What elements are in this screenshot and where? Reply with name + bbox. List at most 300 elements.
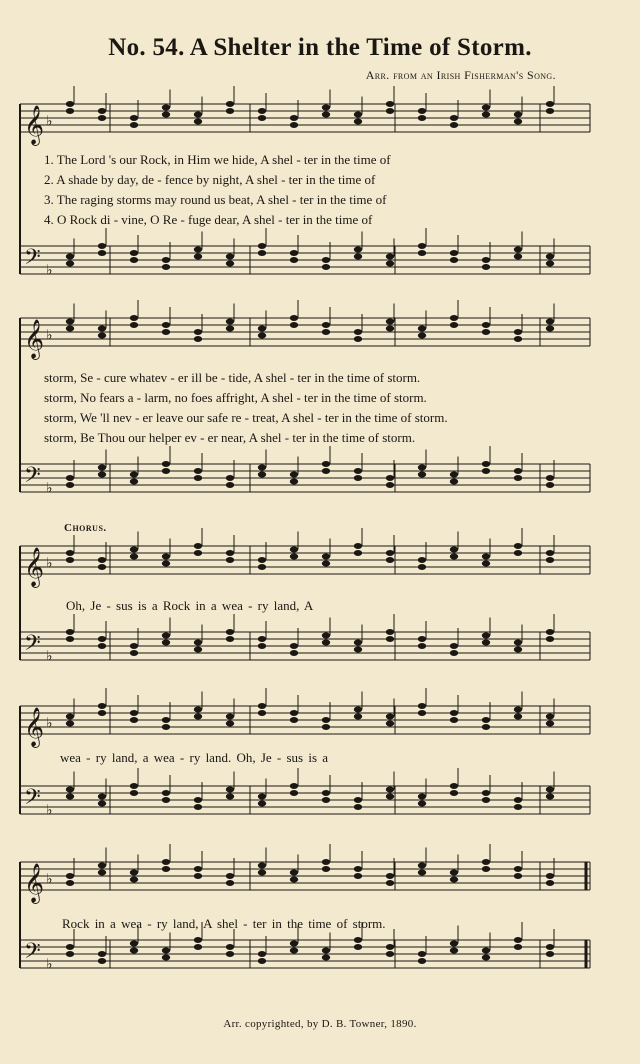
note-head bbox=[386, 714, 394, 720]
note-head bbox=[258, 801, 266, 807]
verse-line-4: 4. O Rock di - vine, O Re - fuge dear, A shel - ter in the time of bbox=[44, 212, 373, 227]
note-head bbox=[546, 482, 554, 488]
verse-line-5: storm, Se - cure whatev - er ill be - tide, A shel - ter in the time of storm. bbox=[44, 370, 421, 385]
note-head bbox=[162, 554, 170, 560]
note-head bbox=[418, 472, 426, 478]
note-head bbox=[130, 650, 138, 656]
note-head bbox=[482, 468, 490, 474]
note-head bbox=[322, 561, 330, 567]
note-head bbox=[194, 543, 202, 549]
note-head bbox=[386, 629, 394, 635]
note-head bbox=[322, 105, 330, 111]
note-head bbox=[98, 703, 106, 709]
chorus-label: Chorus. bbox=[64, 522, 107, 534]
note-head bbox=[482, 866, 490, 872]
note-head bbox=[194, 329, 202, 335]
note-head bbox=[258, 250, 266, 256]
note-head bbox=[226, 101, 234, 107]
note-head bbox=[450, 315, 458, 321]
note-head bbox=[546, 873, 554, 879]
note-head bbox=[130, 472, 138, 478]
note-head bbox=[194, 119, 202, 125]
note-head bbox=[482, 329, 490, 335]
note-head bbox=[290, 257, 298, 263]
note-head bbox=[194, 112, 202, 118]
note-head bbox=[418, 794, 426, 800]
note-head bbox=[130, 250, 138, 256]
note-head bbox=[450, 257, 458, 263]
note-head bbox=[354, 254, 362, 260]
note-head bbox=[162, 257, 170, 263]
note-head bbox=[482, 257, 490, 263]
note-head bbox=[290, 122, 298, 128]
note-head bbox=[546, 319, 554, 325]
note-head bbox=[98, 108, 106, 114]
note-head bbox=[322, 112, 330, 118]
note-head bbox=[450, 790, 458, 796]
note-head bbox=[322, 322, 330, 328]
note-head bbox=[386, 721, 394, 727]
note-head bbox=[450, 783, 458, 789]
note-head bbox=[258, 564, 266, 570]
flat-icon: ♭ bbox=[46, 328, 53, 344]
note-head bbox=[418, 250, 426, 256]
note-head bbox=[290, 547, 298, 553]
note-head bbox=[130, 315, 138, 321]
note-head bbox=[354, 468, 362, 474]
note-head bbox=[418, 557, 426, 563]
note-head bbox=[450, 250, 458, 256]
note-head bbox=[546, 550, 554, 556]
note-head bbox=[386, 108, 394, 114]
note-head bbox=[66, 108, 74, 114]
note-head bbox=[354, 804, 362, 810]
note-head bbox=[258, 557, 266, 563]
note-head bbox=[290, 472, 298, 478]
note-head bbox=[162, 322, 170, 328]
note-head bbox=[514, 329, 522, 335]
note-head bbox=[482, 790, 490, 796]
note-head bbox=[514, 937, 522, 943]
note-head bbox=[226, 714, 234, 720]
flat-icon: ♭ bbox=[46, 716, 53, 732]
note-head bbox=[514, 550, 522, 556]
note-head bbox=[66, 261, 74, 267]
note-head bbox=[546, 101, 554, 107]
note-head bbox=[130, 717, 138, 723]
flat-icon: ♭ bbox=[46, 263, 53, 279]
note-head bbox=[418, 863, 426, 869]
note-head bbox=[546, 261, 554, 267]
note-head bbox=[130, 790, 138, 796]
note-head bbox=[194, 336, 202, 342]
note-head bbox=[98, 710, 106, 716]
note-head bbox=[354, 543, 362, 549]
note-head bbox=[194, 707, 202, 713]
note-head bbox=[162, 112, 170, 118]
note-head bbox=[290, 941, 298, 947]
note-head bbox=[130, 643, 138, 649]
note-head bbox=[66, 475, 74, 481]
note-head bbox=[482, 640, 490, 646]
note-head bbox=[226, 482, 234, 488]
note-head bbox=[226, 557, 234, 563]
note-head bbox=[482, 948, 490, 954]
note-head bbox=[322, 866, 330, 872]
treble-clef-icon: 𝄞 bbox=[24, 105, 45, 145]
verse-line-2: 2. A shade by day, de - fence by night, A shel - ter in the time of bbox=[44, 172, 376, 187]
note-head bbox=[322, 257, 330, 263]
note-head bbox=[354, 550, 362, 556]
note-head bbox=[98, 564, 106, 570]
note-head bbox=[98, 250, 106, 256]
note-head bbox=[194, 550, 202, 556]
note-head bbox=[514, 804, 522, 810]
chorus-lyric-1: Oh, Je - sus is a Rock in a wea - ry land, A bbox=[66, 598, 314, 613]
note-head bbox=[418, 870, 426, 876]
note-head bbox=[130, 122, 138, 128]
note-head bbox=[66, 880, 74, 886]
note-head bbox=[418, 801, 426, 807]
bass-clef-icon: 𝄢 bbox=[24, 631, 41, 661]
arrangement-credit: Arr. from an Irish Fisherman's Song. bbox=[365, 68, 556, 82]
note-head bbox=[194, 640, 202, 646]
note-head bbox=[258, 243, 266, 249]
note-head bbox=[258, 333, 266, 339]
note-head bbox=[482, 461, 490, 467]
note-head bbox=[354, 944, 362, 950]
note-head bbox=[226, 880, 234, 886]
note-head bbox=[290, 643, 298, 649]
staff bbox=[20, 246, 590, 274]
treble-clef-icon: 𝄞 bbox=[24, 547, 45, 587]
note-head bbox=[322, 554, 330, 560]
note-head bbox=[226, 636, 234, 642]
note-head bbox=[66, 636, 74, 642]
note-head bbox=[514, 640, 522, 646]
note-head bbox=[98, 643, 106, 649]
note-head bbox=[482, 955, 490, 961]
note-head bbox=[290, 479, 298, 485]
bass-clef-icon: 𝄢 bbox=[24, 785, 41, 815]
note-head bbox=[514, 707, 522, 713]
note-head bbox=[130, 941, 138, 947]
note-head bbox=[546, 636, 554, 642]
note-head bbox=[290, 315, 298, 321]
note-head bbox=[418, 564, 426, 570]
note-head bbox=[322, 724, 330, 730]
note-head bbox=[482, 859, 490, 865]
note-head bbox=[290, 710, 298, 716]
note-head bbox=[258, 870, 266, 876]
note-head bbox=[546, 787, 554, 793]
note-head bbox=[290, 870, 298, 876]
note-head bbox=[162, 866, 170, 872]
note-head bbox=[258, 710, 266, 716]
note-head bbox=[290, 717, 298, 723]
note-head bbox=[194, 866, 202, 872]
note-head bbox=[546, 629, 554, 635]
note-head bbox=[514, 468, 522, 474]
note-head bbox=[418, 951, 426, 957]
note-head bbox=[194, 254, 202, 260]
note-head bbox=[514, 475, 522, 481]
note-head bbox=[258, 863, 266, 869]
note-head bbox=[130, 257, 138, 263]
note-head bbox=[546, 944, 554, 950]
note-head bbox=[162, 105, 170, 111]
note-head bbox=[546, 108, 554, 114]
note-head bbox=[194, 468, 202, 474]
note-head bbox=[66, 721, 74, 727]
note-head bbox=[130, 547, 138, 553]
note-head bbox=[386, 101, 394, 107]
note-head bbox=[194, 714, 202, 720]
note-head bbox=[258, 465, 266, 471]
note-head bbox=[450, 122, 458, 128]
note-head bbox=[98, 115, 106, 121]
note-head bbox=[226, 787, 234, 793]
note-head bbox=[450, 547, 458, 553]
note-head bbox=[386, 787, 394, 793]
note-head bbox=[130, 870, 138, 876]
note-head bbox=[514, 714, 522, 720]
note-head bbox=[354, 119, 362, 125]
note-head bbox=[354, 866, 362, 872]
note-head bbox=[290, 322, 298, 328]
note-head bbox=[418, 643, 426, 649]
note-head bbox=[418, 326, 426, 332]
note-head bbox=[482, 724, 490, 730]
verse-line-1: 1. The Lord 's our Rock, in Him we hide, A shel - ter in the time of bbox=[44, 152, 391, 167]
note-head bbox=[546, 880, 554, 886]
note-head bbox=[386, 794, 394, 800]
note-head bbox=[162, 797, 170, 803]
note-head bbox=[418, 333, 426, 339]
note-head bbox=[290, 948, 298, 954]
note-head bbox=[98, 636, 106, 642]
flat-icon: ♭ bbox=[46, 872, 53, 888]
note-head bbox=[226, 629, 234, 635]
note-head bbox=[162, 790, 170, 796]
note-head bbox=[162, 724, 170, 730]
note-head bbox=[98, 870, 106, 876]
note-head bbox=[66, 714, 74, 720]
note-head bbox=[130, 115, 138, 121]
note-head bbox=[450, 650, 458, 656]
note-head bbox=[354, 707, 362, 713]
note-head bbox=[514, 647, 522, 653]
note-head bbox=[98, 333, 106, 339]
note-head bbox=[482, 105, 490, 111]
note-head bbox=[66, 951, 74, 957]
note-head bbox=[418, 115, 426, 121]
note-head bbox=[66, 629, 74, 635]
note-head bbox=[386, 482, 394, 488]
note-head bbox=[66, 794, 74, 800]
note-head bbox=[546, 557, 554, 563]
note-head bbox=[514, 336, 522, 342]
note-head bbox=[66, 557, 74, 563]
note-head bbox=[130, 322, 138, 328]
note-head bbox=[450, 322, 458, 328]
note-head bbox=[226, 951, 234, 957]
note-head bbox=[226, 254, 234, 260]
note-head bbox=[322, 640, 330, 646]
note-head bbox=[98, 557, 106, 563]
treble-clef-icon: 𝄞 bbox=[24, 319, 45, 359]
note-head bbox=[546, 475, 554, 481]
note-head bbox=[98, 326, 106, 332]
note-head bbox=[258, 794, 266, 800]
note-head bbox=[514, 112, 522, 118]
note-head bbox=[322, 468, 330, 474]
note-head bbox=[194, 647, 202, 653]
note-head bbox=[194, 944, 202, 950]
bass-clef-icon: 𝄢 bbox=[24, 939, 41, 969]
note-head bbox=[450, 479, 458, 485]
note-head bbox=[194, 804, 202, 810]
note-head bbox=[98, 472, 106, 478]
flat-icon: ♭ bbox=[46, 649, 53, 665]
note-head bbox=[162, 461, 170, 467]
note-head bbox=[482, 264, 490, 270]
note-head bbox=[66, 101, 74, 107]
note-head bbox=[322, 955, 330, 961]
note-head bbox=[162, 955, 170, 961]
note-head bbox=[226, 326, 234, 332]
treble-clef-icon: 𝄞 bbox=[24, 707, 45, 747]
bass-clef-icon: 𝄢 bbox=[24, 245, 41, 275]
note-head bbox=[450, 717, 458, 723]
note-head bbox=[162, 859, 170, 865]
note-head bbox=[482, 797, 490, 803]
note-head bbox=[258, 326, 266, 332]
note-head bbox=[514, 254, 522, 260]
note-head bbox=[226, 873, 234, 879]
hymn-title: No. 54. A Shelter in the Time of Storm. bbox=[108, 34, 532, 61]
note-head bbox=[194, 247, 202, 253]
note-head bbox=[386, 636, 394, 642]
note-head bbox=[354, 647, 362, 653]
note-head bbox=[290, 783, 298, 789]
note-head bbox=[290, 790, 298, 796]
note-head bbox=[482, 554, 490, 560]
note-head bbox=[66, 482, 74, 488]
note-head bbox=[450, 643, 458, 649]
note-head bbox=[450, 710, 458, 716]
note-head bbox=[98, 863, 106, 869]
note-head bbox=[258, 951, 266, 957]
note-head bbox=[546, 326, 554, 332]
note-head bbox=[98, 951, 106, 957]
note-head bbox=[162, 640, 170, 646]
note-head bbox=[162, 633, 170, 639]
note-head bbox=[418, 465, 426, 471]
flat-icon: ♭ bbox=[46, 803, 53, 819]
note-head bbox=[98, 794, 106, 800]
note-head bbox=[386, 951, 394, 957]
note-head bbox=[226, 475, 234, 481]
note-head bbox=[546, 794, 554, 800]
note-head bbox=[290, 877, 298, 883]
note-head bbox=[450, 472, 458, 478]
note-head bbox=[66, 787, 74, 793]
note-head bbox=[354, 937, 362, 943]
verse-line-6: storm, No fears a - larm, no foes affright, A shel - ter in the time of storm. bbox=[44, 390, 427, 405]
note-head bbox=[386, 557, 394, 563]
note-head bbox=[418, 710, 426, 716]
note-head bbox=[130, 479, 138, 485]
note-head bbox=[514, 119, 522, 125]
note-head bbox=[130, 710, 138, 716]
note-head bbox=[226, 550, 234, 556]
note-head bbox=[514, 866, 522, 872]
note-head bbox=[290, 650, 298, 656]
note-head bbox=[66, 326, 74, 332]
note-head bbox=[258, 958, 266, 964]
note-head bbox=[354, 873, 362, 879]
note-head bbox=[450, 870, 458, 876]
note-head bbox=[386, 254, 394, 260]
note-head bbox=[386, 475, 394, 481]
note-head bbox=[226, 261, 234, 267]
note-head bbox=[66, 319, 74, 325]
chorus-lyric-2: wea - ry land, a wea - ry land. Oh, Je - sus is a bbox=[60, 750, 329, 765]
note-head bbox=[514, 873, 522, 879]
note-head bbox=[258, 472, 266, 478]
note-head bbox=[354, 247, 362, 253]
note-head bbox=[162, 948, 170, 954]
note-head bbox=[130, 783, 138, 789]
note-head bbox=[98, 958, 106, 964]
note-head bbox=[130, 877, 138, 883]
note-head bbox=[162, 468, 170, 474]
note-head bbox=[354, 475, 362, 481]
note-head bbox=[194, 797, 202, 803]
verse-line-3: 3. The raging storms may round us beat, A shel - ter in the time of bbox=[44, 192, 387, 207]
treble-clef-icon: 𝄞 bbox=[24, 863, 45, 903]
staff bbox=[20, 706, 590, 734]
note-head bbox=[386, 873, 394, 879]
note-head bbox=[226, 108, 234, 114]
note-head bbox=[226, 794, 234, 800]
note-head bbox=[386, 326, 394, 332]
verse-line-8: storm, Be Thou our helper ev - er near, A shel - ter in the time of storm. bbox=[44, 430, 416, 445]
note-head bbox=[386, 261, 394, 267]
note-head bbox=[546, 951, 554, 957]
note-head bbox=[258, 636, 266, 642]
note-head bbox=[354, 640, 362, 646]
note-head bbox=[546, 714, 554, 720]
note-head bbox=[386, 880, 394, 886]
copyright-notice: Arr. copyrighted, by D. B. Towner, 1890. bbox=[223, 1018, 417, 1030]
note-head bbox=[482, 322, 490, 328]
note-head bbox=[322, 859, 330, 865]
note-head bbox=[354, 112, 362, 118]
note-head bbox=[514, 543, 522, 549]
note-head bbox=[258, 643, 266, 649]
note-head bbox=[290, 250, 298, 256]
note-head bbox=[322, 461, 330, 467]
note-head bbox=[162, 561, 170, 567]
note-head bbox=[450, 941, 458, 947]
note-head bbox=[162, 329, 170, 335]
note-head bbox=[226, 319, 234, 325]
note-head bbox=[450, 877, 458, 883]
note-head bbox=[514, 247, 522, 253]
note-head bbox=[386, 550, 394, 556]
